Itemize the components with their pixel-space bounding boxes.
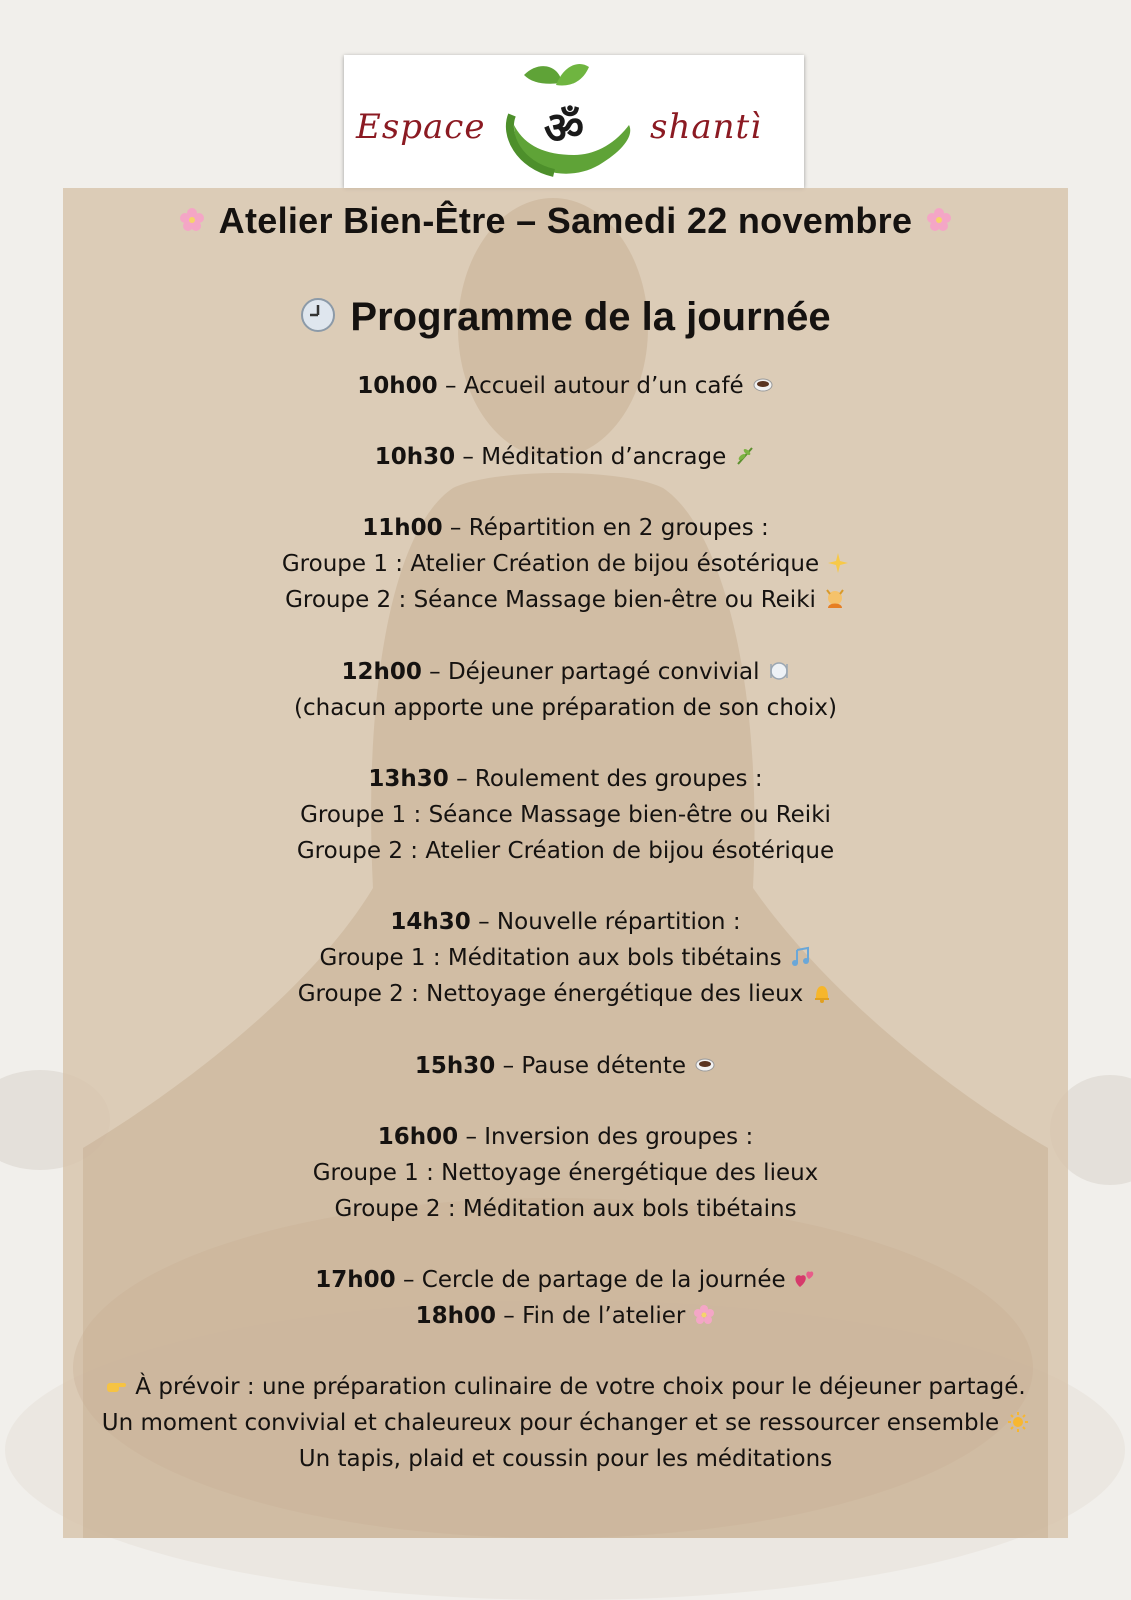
schedule-text: Groupe 2 : Nettoyage énergétique des lieux	[297, 981, 804, 1007]
schedule-text: – Roulement des groupes :	[448, 766, 763, 792]
note-text: Un moment convivial et chaleureux pour échanger et se ressourcer ensemble	[101, 1410, 1000, 1436]
schedule-time: 10h30	[374, 444, 456, 470]
schedule-text: – Répartition en 2 groupes :	[442, 515, 769, 541]
schedule-text: – Fin de l’atelier	[496, 1303, 686, 1329]
schedule-text: – Pause détente	[495, 1053, 687, 1079]
music-notes-icon	[790, 946, 812, 968]
note-text: Un tapis, plaid et coussin pour les méditations	[298, 1446, 833, 1472]
program-panel	[63, 188, 1068, 1538]
schedule-time: 18h00	[415, 1303, 496, 1329]
schedule-text: Groupe 1 : Méditation aux bols tibétains	[319, 945, 782, 971]
note-line	[63, 1441, 1068, 1477]
cherry-blossom-icon	[926, 207, 952, 233]
note-line	[63, 1405, 1068, 1441]
schedule-text: Groupe 1 : Nettoyage énergétique des lieux	[312, 1160, 819, 1186]
schedule-text: – Cercle de partage de la journée	[395, 1267, 786, 1293]
schedule-line	[63, 833, 1068, 869]
schedule-line	[63, 1298, 1068, 1334]
logo-symbol: ॐ	[543, 103, 585, 154]
schedule-text: Groupe 2 : Atelier Création de bijou ésotérique	[296, 838, 835, 864]
schedule-line	[63, 690, 1068, 726]
schedule-line	[63, 654, 1068, 690]
schedule-text: Groupe 2 : Séance Massage bien-être ou Reiki	[285, 587, 816, 613]
schedule-line	[63, 368, 1068, 404]
schedule-line	[63, 1119, 1068, 1155]
pointing-hand-icon	[105, 1375, 127, 1397]
schedule-line	[63, 797, 1068, 833]
bell-icon	[811, 982, 833, 1004]
schedule-text: – Méditation d’ancrage	[455, 444, 727, 470]
sparkles-icon	[827, 552, 849, 574]
schedule-text: – Déjeuner partagé convivial	[421, 659, 760, 685]
massage-icon	[824, 588, 846, 610]
schedule-text: – Accueil autour d’un café	[437, 373, 744, 399]
schedule-time: 10h00	[357, 373, 438, 399]
schedule-line	[63, 1191, 1068, 1227]
schedule-line	[63, 904, 1068, 940]
coffee-icon	[694, 1054, 716, 1076]
schedule-line	[63, 582, 1068, 618]
schedule-line	[63, 1048, 1068, 1084]
schedule-line	[63, 940, 1068, 976]
schedule-text: – Inversion des groupes :	[458, 1124, 754, 1150]
herb-icon	[734, 445, 756, 467]
sun-icon	[1007, 1411, 1029, 1433]
schedule-text: – Nouvelle répartition :	[470, 909, 741, 935]
schedule-time: 11h00	[362, 515, 443, 541]
clock-icon	[300, 297, 336, 333]
schedule-time: 14h30	[390, 909, 471, 935]
schedule-time: 17h00	[315, 1267, 396, 1293]
plate-icon	[768, 660, 790, 682]
schedule-time: 12h00	[341, 659, 422, 685]
logo-word-left: Espace	[356, 107, 486, 147]
cherry-blossom-icon	[693, 1304, 715, 1326]
schedule-text: (chacun apporte une préparation de son choix)	[294, 695, 837, 721]
om-hand-logo-icon	[484, 55, 644, 188]
logo	[344, 55, 804, 188]
two-hearts-icon	[794, 1268, 816, 1290]
cherry-blossom-icon	[179, 207, 205, 233]
program-subtitle	[63, 295, 1068, 340]
schedule-line	[63, 510, 1068, 546]
schedule-text: Groupe 1 : Séance Massage bien-être ou Reiki	[300, 802, 831, 828]
subtitle-text: Programme de la journée	[350, 295, 831, 339]
schedule-line	[63, 976, 1068, 1012]
schedule-line	[63, 1155, 1068, 1191]
schedule-time: 16h00	[377, 1124, 459, 1150]
note-line	[63, 1369, 1068, 1405]
schedule-line	[63, 546, 1068, 582]
schedule-line	[63, 1262, 1068, 1298]
page-title	[63, 200, 1068, 242]
schedule-time: 15h30	[414, 1053, 496, 1079]
coffee-icon	[752, 374, 774, 396]
schedule-time: 13h30	[368, 766, 449, 792]
schedule-line	[63, 439, 1068, 475]
schedule-text: Groupe 2 : Méditation aux bols tibétains	[334, 1196, 797, 1222]
schedule-line	[63, 761, 1068, 797]
schedule-text: Groupe 1 : Atelier Création de bijou ésotérique	[281, 551, 820, 577]
note-text: À prévoir : une préparation culinaire de votre choix pour le déjeuner partagé.	[135, 1374, 1026, 1400]
logo-word-right: shantì	[650, 107, 763, 147]
title-text: Atelier Bien-Être – Samedi 22 novembre	[218, 200, 913, 241]
